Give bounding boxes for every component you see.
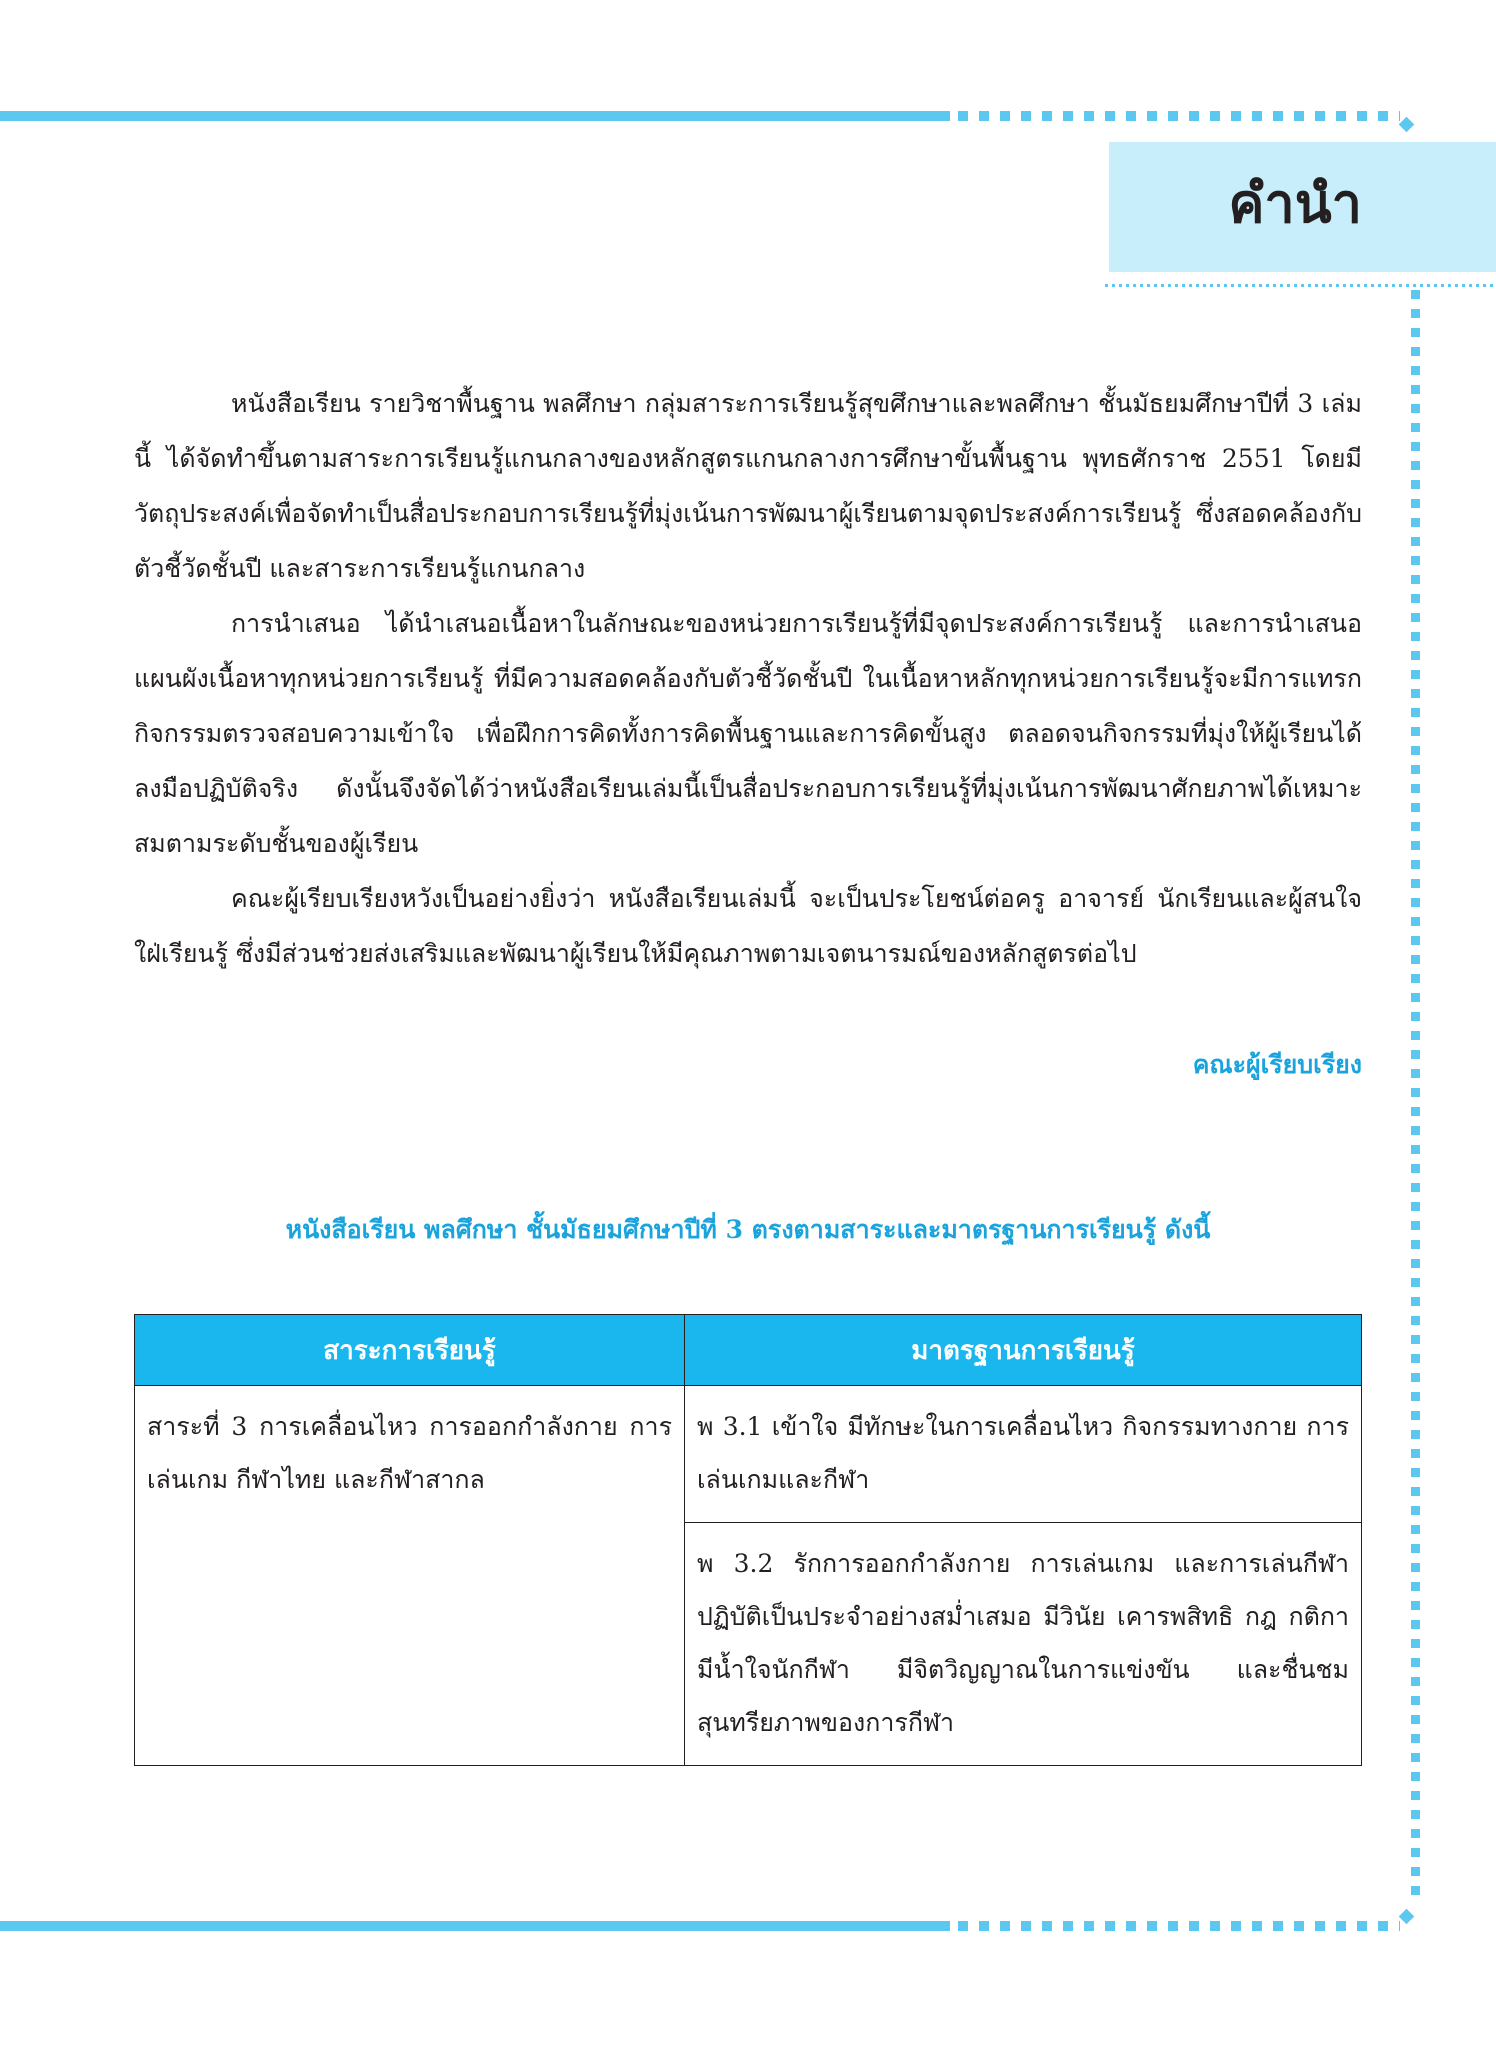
- table-row: [135, 1386, 1362, 1523]
- standards-table: [134, 1314, 1362, 1766]
- title-underline-dots: [1105, 284, 1496, 287]
- table-cell-strand: สาระที่ 3 การเคลื่อนไหว การออกกำลังกาย การเล่นเกม กีฬาไทย และกีฬาสากล: [135, 1386, 685, 1766]
- preface-paragraph: การนำเสนอ ได้นำเสนอเนื้อหาในลักษณะของหน่วยการเรียนรู้ที่มีจุดประสงค์การเรียนรู้ และการนำเสนอแผนผังเนื้อหาทุกหน่วยการเรียนรู้ ที่มีความสอดคล้องกับตัวชี้วัดชั้นปี ในเนื้อหาหลักทุกหน่วยการเรียนรู้จะมีการแทรกกิจกรรมตรวจสอบความเข้าใจ เพื่อฝึกการคิดทั้งการคิดพื้นฐานและการคิดขั้นสูง ตลอดจนกิจกรรมที่มุ่งให้ผู้เรียนได้ลงมือปฏิบัติจริง ดังนั้นจึงจัดได้ว่าหนังสือเรียนเล่มนี้เป็นสื่อประกอบการเรียนรู้ที่มุ่งเน้นการพัฒนาศักยภาพได้เหมาะสมตามระดับชั้นของผู้เรียน: [134, 609, 1362, 858]
- top-diamond: [1399, 117, 1415, 133]
- bottom-decorative-dots: [958, 1921, 1400, 1931]
- preface-body: [134, 376, 1362, 981]
- preface-paragraph: หนังสือเรียน รายวิชาพื้นฐาน พลศึกษา กลุ่มสาระการเรียนรู้สุขศึกษาและพลศึกษา ชั้นมัธยมศึกษาปีที่ 3 เล่มนี้ ได้จัดทำขึ้นตามสาระการเรียนรู้แกนกลางของหลักสูตรแกนกลางการศึกษาขั้นพื้นฐาน พุทธศักราช 2551 โดยมีวัตถุประสงค์เพื่อจัดทำเป็นสื่อประกอบการเรียนรู้ที่มุ่งเน้นการพัฒนาผู้เรียนตามจุดประสงค์การเรียนรู้ ซึ่งสอดคล้องกับตัวชี้วัดชั้นปี และสาระการเรียนรู้แกนกลาง: [134, 389, 1362, 583]
- standards-subtitle: หนังสือเรียน พลศึกษา ชั้นมัธยมศึกษาปีที่ 3 ตรงตามสาระและมาตรฐานการเรียนรู้ ดังนี้: [285, 1215, 1211, 1244]
- page-title: คำนำ: [1228, 172, 1362, 235]
- top-decorative-bar: [0, 111, 950, 121]
- table-header-strand: สาระการเรียนรู้: [135, 1315, 685, 1386]
- table-cell-standard: พ 3.1 เข้าใจ มีทักษะในการเคลื่อนไหว กิจกรรมทางกาย การเล่นเกมและกีฬา: [685, 1386, 1362, 1523]
- bottom-diamond: [1399, 1909, 1415, 1925]
- table-header-row: [135, 1315, 1362, 1386]
- table-cell-standard: พ 3.2 รักการออกกำลังกาย การเล่นเกม และการเล่นกีฬา ปฏิบัติเป็นประจำอย่างสม่ำเสมอ มีวินัย เคารพสิทธิ กฎ กติกา มีน้ำใจนักกีฬา มีจิตวิญญาณในการแข่งขัน และชื่นชมสุนทรียภาพของการกีฬา: [685, 1523, 1362, 1766]
- signature: คณะผู้เรียบเรียง: [1192, 1050, 1362, 1079]
- preface-paragraph: คณะผู้เรียบเรียงหวังเป็นอย่างยิ่งว่า หนังสือเรียนเล่มนี้ จะเป็นประโยชน์ต่อครู อาจารย์ นักเรียนและผู้สนใจใฝ่เรียนรู้ ซึ่งมีส่วนช่วยส่งเสริมและพัฒนาผู้เรียนให้มีคุณภาพตามเจตนารมณ์ของหลักสูตรต่อไป: [134, 884, 1362, 968]
- top-decorative-dots: [958, 111, 1400, 121]
- bottom-decorative-bar: [0, 1921, 950, 1931]
- right-decorative-dots: [1411, 290, 1420, 1900]
- table-header-standard: มาตรฐานการเรียนรู้: [685, 1315, 1362, 1386]
